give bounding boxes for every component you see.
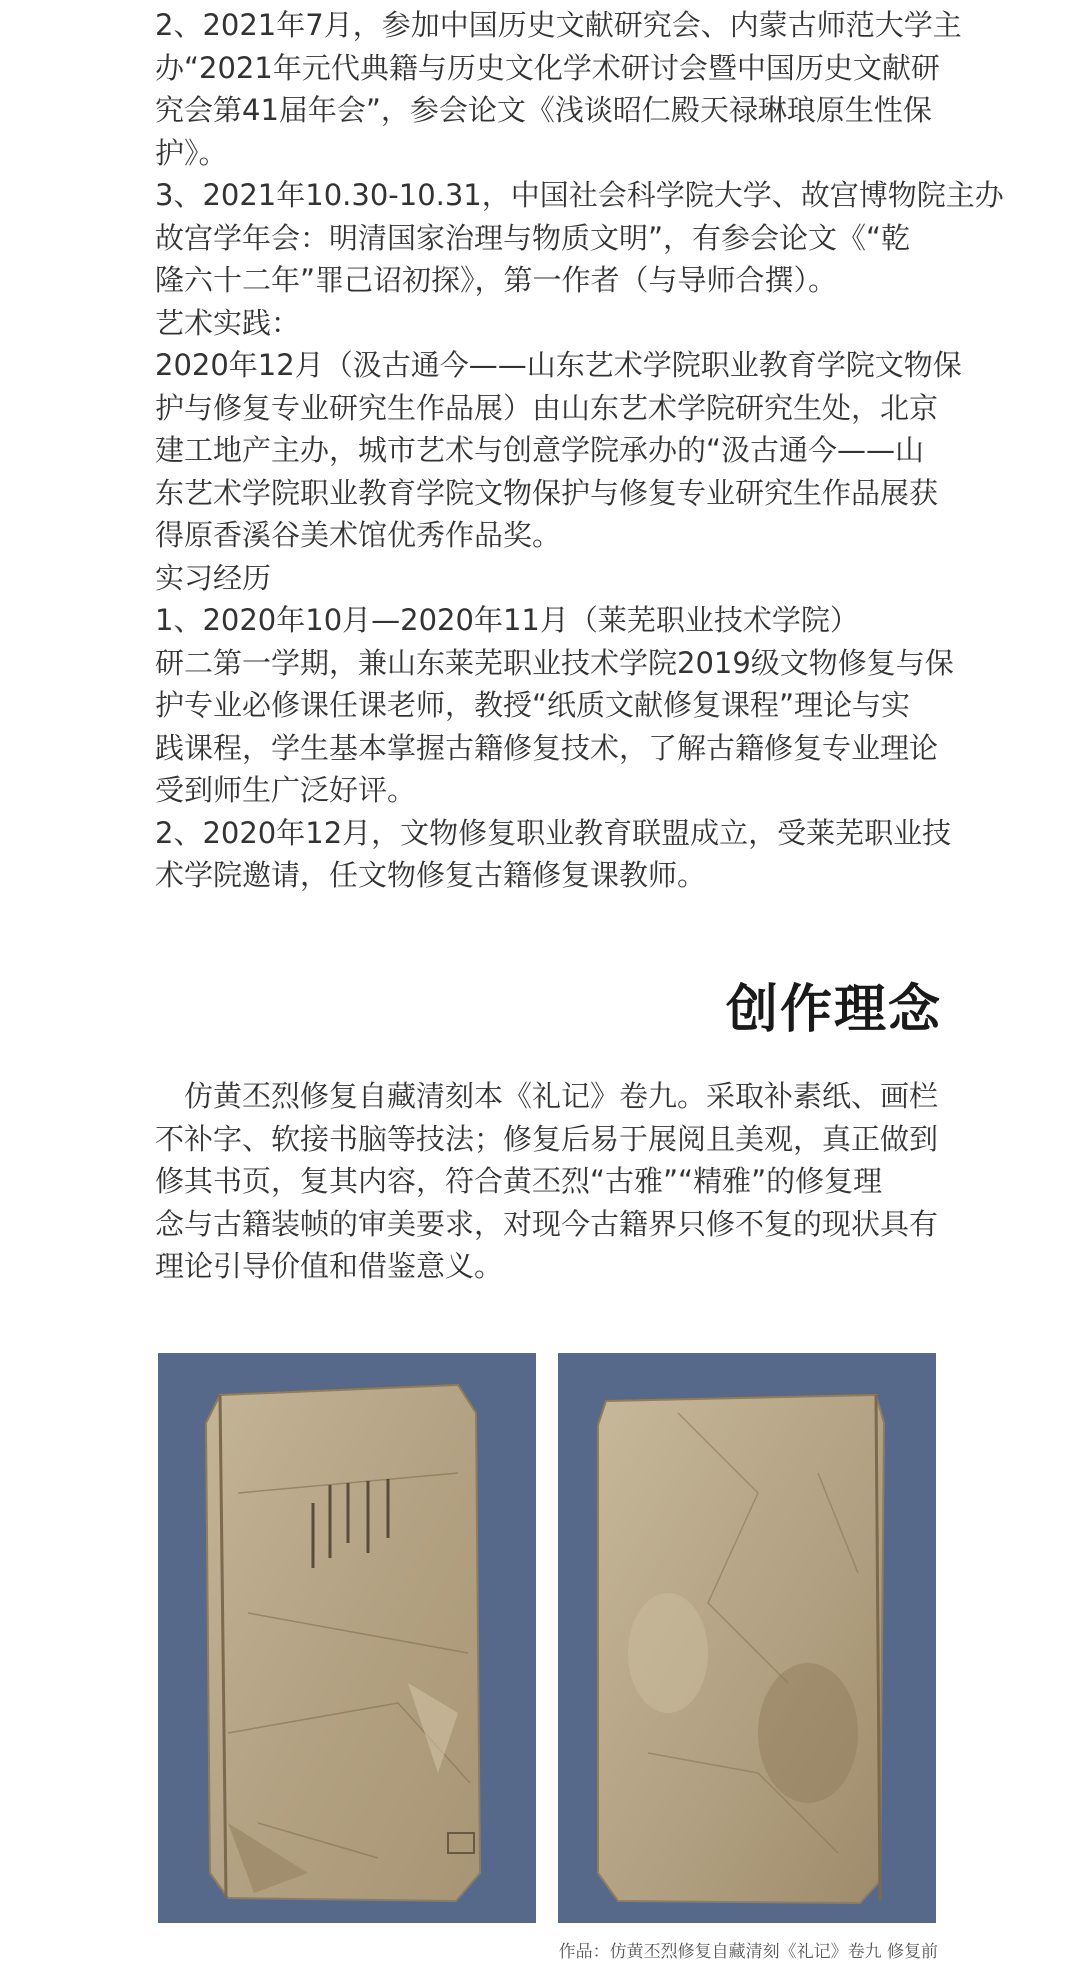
text-line: 2、2020年12月，文物修复职业教育联盟成立，受莱芜职业技 [155, 815, 952, 850]
book-photo-back [558, 1353, 936, 1923]
text-line: 故宫学年会：明清国家治理与物质文明”，有参会论文《“乾 [155, 220, 911, 255]
text-line: 念与古籍装帧的审美要求，对现今古籍界只修不复的现状具有 [155, 1206, 939, 1241]
text-line: 得原香溪谷美术馆优秀作品奖。 [155, 518, 562, 552]
text-line: 护专业必修课任课老师，教授“纸质文献修复课程”理论与实 [155, 688, 911, 722]
text-line: 研二第一学期，兼山东莱芜职业技术学院2019级文物修复与保 [155, 645, 954, 680]
text-line: 仿黄丕烈修复自藏清刻本《礼记》卷九。采取补素纸、画栏 [155, 1079, 939, 1113]
text-line: 护》。 [155, 135, 228, 170]
text-line: 东艺术学院职业教育学院文物保护与修复专业研究生作品展获 [155, 475, 939, 510]
subheading-internship: 实习经历 [155, 560, 272, 595]
text-line: 隆六十二年”罪己诏初探》，第一作者（与导师合撰）。 [155, 263, 838, 297]
text-line: 受到师生广泛好评。 [155, 773, 417, 807]
text-line: 2、2021年7月，参加中国历史文献研究会、内蒙古师范大学主 [155, 8, 962, 42]
text-line: 护与修复专业研究生作品展）由山东艺术学院研究生处，北京 [155, 390, 939, 425]
text-line: 办“2021年元代典籍与历史文化学术研讨会暨中国历史文献研 [155, 50, 940, 85]
text-line: 1、2020年10月—2020年11月（莱芜职业技术学院） [155, 603, 859, 637]
text-line: 究会第41届年会”，参会论文《浅谈昭仁殿天禄琳琅原生性保 [155, 93, 932, 127]
text-line: 理论引导价值和借鉴意义。 [155, 1249, 504, 1283]
concept-section [155, 1075, 945, 1288]
text-line: 建工地产主办，城市艺术与创意学院承办的“汲古通今——山 [155, 433, 925, 467]
section-title: 创作理念 [725, 980, 942, 1040]
text-line: 修其书页，复其内容，符合黄丕烈“古雅”“精雅”的修复理 [155, 1164, 883, 1198]
book-front-illustration [158, 1353, 536, 1923]
book-photo-front [158, 1353, 536, 1923]
subheading-art-practice: 艺术实践： [155, 305, 301, 340]
text-line: 不补字、软接书脑等技法；修复后易于展阅且美观，真正做到 [155, 1121, 939, 1156]
text-line: 2020年12月（汲古通今——山东艺术学院职业教育学院文物保 [155, 348, 962, 382]
experience-section [155, 4, 1004, 897]
book-back-illustration [558, 1353, 936, 1923]
photo-caption: 作品：仿黄丕烈修复自藏清刻《礼记》卷九 修复前 [558, 1942, 938, 1962]
text-line: 术学院邀请，任文物修复古籍修复课教师。 [155, 858, 707, 892]
text-line: 践课程，学生基本掌握古籍修复技术，了解古籍修复专业理论 [155, 730, 939, 765]
text-line: 3、2021年10.30-10.31，中国社会科学院大学、故宫博物院主办 [155, 178, 1004, 212]
